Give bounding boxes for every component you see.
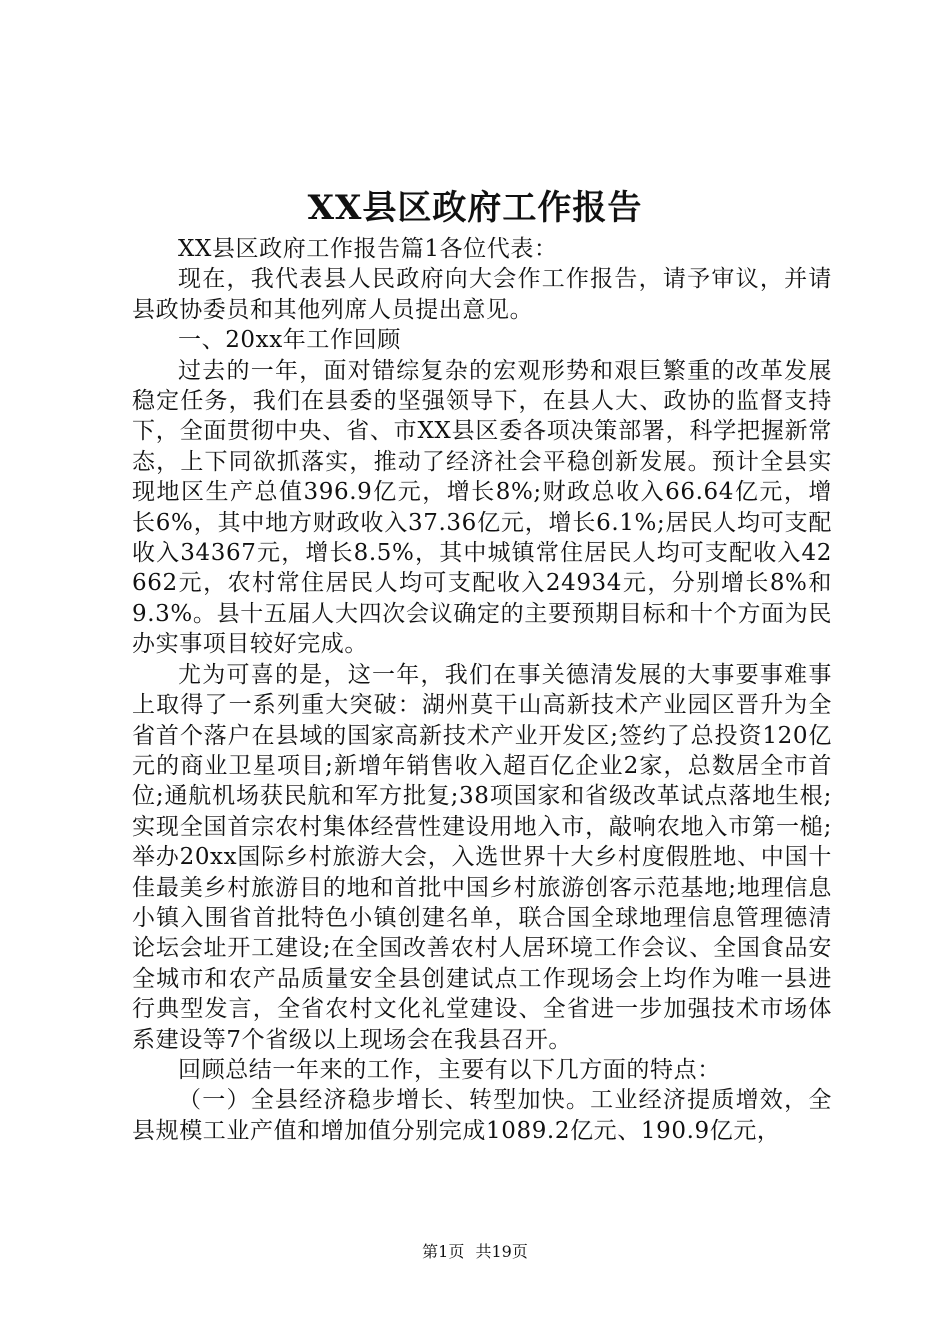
document-body xyxy=(132,234,832,1146)
page-total: 共19页 xyxy=(475,1242,528,1261)
paragraph-opening: XX县区政府工作报告篇1各位代表： xyxy=(178,236,558,262)
paragraph-point-one: （一）全县经济稳步增长、转型加快。工业经济提质增效，全县规模工业产值和增加值分别完成1089.2亿元、190.9亿元， xyxy=(132,1087,832,1144)
paragraph-review: 过去的一年，面对错综复杂的宏观形势和艰巨繁重的改革发展稳定任务，我们在县委的坚强领导下，在县人大、政协的监督支持下，全面贯彻中央、省、市XX县区委各项决策部署，科学把握新常态，上下同欲抓落实，推动了经济社会平稳创新发展。预计全县实现地区生产总值396.9亿元，增长8%;财政总收入66.64亿元，增长6%，其中地方财政收入37.36亿元，增长6.1%;居民人均可支配收入34367元，增长8.5%，其中城镇常住居民人均可支配收入42662元，农村常住居民人均可支配收入24934元，分别增长8%和9.3%。县十五届人大四次会议确定的主要预期目标和十个方面为民办实事项目较好完成。 xyxy=(132,357,832,658)
page-footer xyxy=(0,1241,950,1263)
document-title: XX县区政府工作报告 xyxy=(307,188,643,228)
paragraph-breakthroughs: 尤为可喜的是，这一年，我们在事关德清发展的大事要事难事上取得了一系列重大突破：湖州莫干山高新技术产业园区晋升为全省首个落户在县域的国家高新技术产业开发区;签约了总投资120亿元的商业卫星项目;新增年销售收入超百亿企业2家，总数居全市首位;通航机场获民航和军方批复;38项国家和省级改革试点落地生根;实现全国首宗农村集体经营性建设用地入市，敲响农地入市第一槌;举办20xx国际乡村旅游大会，入选世界十大乡村度假胜地、中国十佳最美乡村旅游目的地和首批中国乡村旅游创客示范基地;地理信息小镇入围省首批特色小镇创建名单，联合国全球地理信息管理德清论坛会址开工建设;在全国改善农村人居环境工作会议、全国食品安全城市和农产品质量安全县创建试点工作现场会上均作为唯一县进行典型发言，全省农村文化礼堂建设、全省进一步加强技术市场体系建设等7个省级以上现场会在我县召开。 xyxy=(132,661,832,1053)
page-number: 第1页 xyxy=(422,1242,465,1261)
section-heading: 一、20xx年工作回顾 xyxy=(178,327,401,354)
paragraph-summary-intro: 回顾总结一年来的工作，主要有以下几方面的特点： xyxy=(178,1056,721,1083)
paragraph-intro: 现在，我代表县人民政府向大会作工作报告，请予审议，并请县政协委员和其他列席人员提出意见。 xyxy=(132,266,832,323)
